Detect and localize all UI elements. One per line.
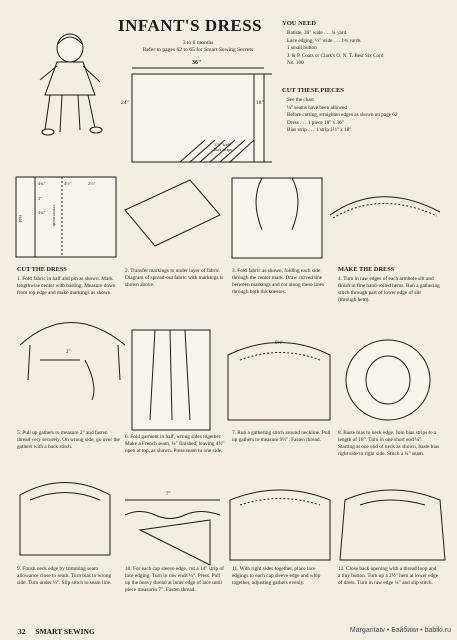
step-9: 9. Finish neck edge by trimming seam allowance close to seam. Turn bias to wrong side. Turn under ¼". Slip stitch to seam line. — [17, 566, 112, 586]
neck-finish-diagram-9 — [20, 483, 110, 556]
you-need-item: No. 100 — [287, 60, 304, 67]
armhole-diagram-4 — [330, 197, 440, 215]
watermark: Margaritatv • Бэйбики • babiki.ru — [349, 627, 451, 634]
step-1: 1. Fold fabric in half and pin as shown. Mark lengthwise center with basting. Measure down from top edge and make markings as shown. — [17, 276, 116, 296]
neckline-diagram-7 — [228, 343, 330, 421]
page-number: 32 — [18, 627, 26, 636]
you-need-item: J. & P. Coats or Clark's O. N. T. Best Six Cord — [287, 52, 384, 59]
chart-strip-label — [214, 142, 232, 152]
gather-label: 2" — [66, 350, 71, 355]
measure-5: 4¾" — [38, 210, 46, 215]
fabric-diagram-3 — [232, 178, 322, 258]
cutting-chart — [132, 68, 272, 162]
cut-pieces-item: See the chart — [287, 97, 314, 103]
step-6: 6. Fold garment in half, wrong sides together. Make a French seam, ¼" finished, leaving 4½" open at top, as shown. Press seam to one side. — [125, 434, 225, 454]
cut-pieces-item: Bias strip . . . 1 strip 1½" x 18" — [287, 127, 352, 134]
lace-label: 7" — [166, 492, 171, 497]
cut-the-dress-heading: CUT THE DRESS — [17, 266, 67, 273]
you-need-item: Lace edging, ½" wide . . . 1¾ yards — [287, 37, 361, 44]
subtitle — [118, 40, 278, 54]
sleeve-diagram-11 — [230, 490, 330, 560]
center-mark-label: center mark — [52, 205, 57, 227]
page-title: INFANT'S DRESS — [118, 16, 263, 35]
measure-1: 4¾" — [38, 181, 46, 186]
chart-strip-kind: bias strips — [214, 147, 233, 152]
step-4: 4. Turn in raw edges of each armhole slit and finish in fine hand-rolled hems. Run a gathering stitch through part of lower edge of slit (through hem). — [338, 276, 440, 303]
cut-pieces-item: ¼" seams have been allowed — [287, 104, 347, 111]
you-need-item: Batiste, 36" wide . . . ¾ yard — [287, 30, 347, 36]
reference-note: Refer to pages 62 to 65 for Smart Sewing Secrets — [142, 47, 254, 53]
measure-4: 2" — [38, 196, 43, 201]
baby-illustration — [40, 34, 102, 135]
measure-3: 2½" — [88, 181, 96, 186]
neck-label: 9½" — [275, 341, 284, 346]
chart-strip-width: 1½" wide — [214, 142, 232, 147]
chart-right-label: 18" — [256, 100, 264, 106]
step-2: 2. Transfer markings to under layer of fabric. Diagram of spread-out fabric with markings is shown above. — [125, 268, 224, 288]
step-11: 11. With right sides together, place lace edgings to each cap sleeve edge and whip together, adjusting gathers evenly. — [232, 566, 321, 586]
chart-width-label: 36" — [192, 60, 202, 66]
step-8: 8. Baste bias to neck edge. Join bias strips to a length of 18". Turn in one short end ¼". Starting at one end of neck as shown, baste bias right side to right side. Stitch a ¼" seam. — [338, 430, 440, 457]
step-12: 12. Close back opening with a thread loop and a tiny button. Turn up a 2½" hem at lower edge of dress. Turn in raw edge ¼" and slip stitch. — [338, 566, 439, 586]
make-the-dress-heading: MAKE THE DRESS — [338, 266, 395, 273]
step-7: 7. Run a gathering stitch around neckline. Pull up gathers to measure 9½". Fasten thread. — [232, 430, 331, 443]
footer — [18, 627, 95, 636]
chart-left-label: 24" — [121, 100, 129, 106]
footer-label: SMART SEWING — [35, 627, 95, 636]
step-3: 3. Fold fabric as shown, folding each side through the center mark. Draw curved line between markings and cut along these lines through both thicknesses. — [232, 268, 325, 295]
cut-pieces-heading: CUT THESE PIECES — [282, 87, 344, 94]
measure-2: 4½" — [64, 181, 72, 186]
step-10: 10. For each cap sleeve edge, cut a 14" strip of lace edging. Turn in raw ends ¼". Press. Pull up the heavy thread at inner edge of lace until piece measures 7". Fasten thread. — [125, 566, 224, 593]
age-range: 3 to 6 months — [182, 40, 214, 46]
step-5: 5. Pull up gathers to measure 2" and fasten thread very securely. On wrong side, go over the gathers with a back stitch. — [17, 430, 120, 450]
you-need-list — [287, 30, 452, 68]
fold-label: fold — [18, 215, 23, 223]
you-need-heading: YOU NEED — [282, 20, 317, 27]
gather-diagram-5 — [20, 323, 125, 346]
fabric-diagram-1 — [16, 177, 116, 257]
cut-pieces-list — [287, 97, 452, 135]
you-need-item: 1 small button — [287, 45, 317, 52]
bias-diagram-8 — [346, 340, 430, 420]
cut-pieces-item: Before cutting, straighten edges as shown on page 62 — [287, 112, 398, 119]
fabric-diagram-2 — [125, 180, 220, 246]
cut-pieces-item: Dress . . . 1 piece 18" x 36" — [287, 119, 344, 126]
